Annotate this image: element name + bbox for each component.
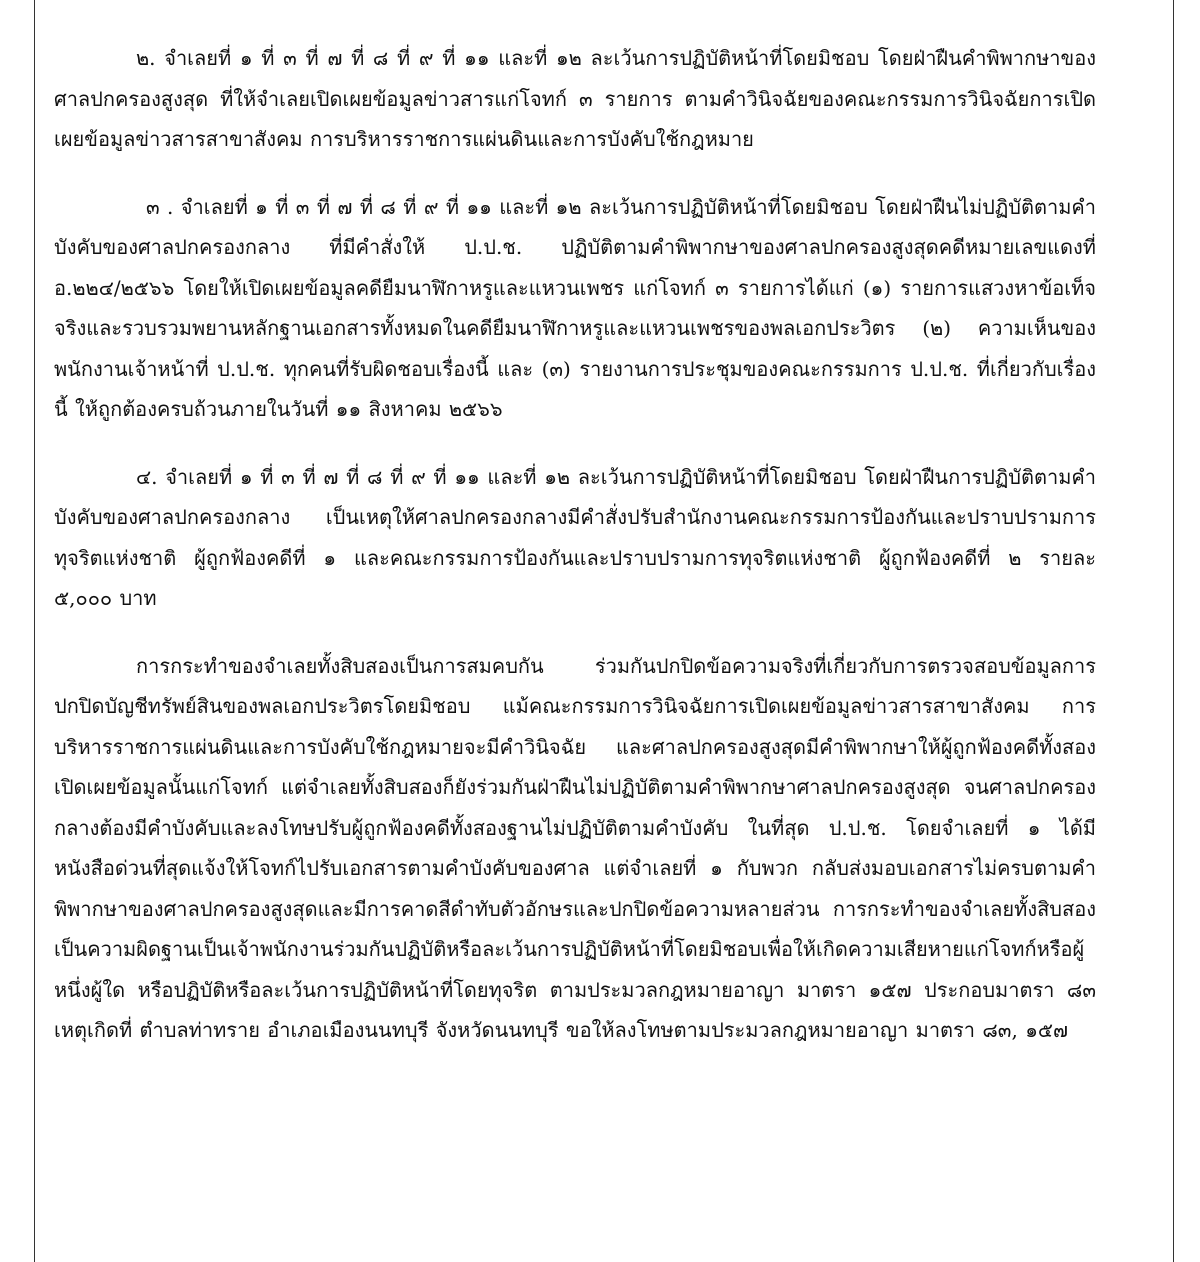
paragraph-item-3: ๓ . จำเลยที่ ๑ ที่ ๓ ที่ ๗ ที่ ๘ ที่ ๙ ที่ ๑๑ และที่ ๑๒ ละเว้นการปฏิบัติหน้าที่โดยมิชอบ โดยฝ่าฝืนไม่ปฏิบัติตามคำบังคับของศาลปกครองกลาง ที่มีคำสั่งให้ ป.ป.ช. ปฏิบัติตามคำพิพากษาของศาลปกครองสูงสุดคดีหมายเลขแดงที่ อ.๒๒๔/๒๕๖๖ โดยให้เปิดเผยข้อมูลคดียืมนาฬิกาหรูและแหวนเพชร แก่โจทก์ ๓ รายการได้แก่ (๑) รายการแสวงหาข้อเท็จจริงและรวบรวมพยานหลักฐานเอกสารทั้งหมดในคดียืมนาฬิกาหรูและแหวนเพชรของพลเอกประวิตร (๒) ความเห็นของพนักงานเจ้าหน้าที่ ป.ป.ช. ทุกคนที่รับผิดชอบเรื่องนี้ และ (๓) รายงานการประชุมของคณะกรรมการ ป.ป.ช. ที่เกี่ยวกับเรื่องนี้ ให้ถูกต้องครบถ้วนภายในวันที่ ๑๑ สิงหาคม ๒๕๖๖ — [54, 194, 1096, 421]
paragraph-item-4: ๔. จำเลยที่ ๑ ที่ ๓ ที่ ๗ ที่ ๘ ที่ ๙ ที่ ๑๑ และที่ ๑๒ ละเว้นการปฏิบัติหน้าที่โดยมิชอบ โดยฝ่าฝืนการปฏิบัติตามคำบังคับของศาลปกครองกลาง เป็นเหตุให้ศาลปกครองกลางมีคำสั่งปรับสำนักงานคณะกรรมการป้องกันและปราบปรามการทุจริตแห่งชาติ ผู้ถูกฟ้องคดีที่ ๑ และคณะกรรมการป้องกันและปราบปรามการทุจริตแห่งชาติ ผู้ถูกฟ้องคดีที่ ๒ รายละ ๕,๐๐๐ บาท — [54, 464, 1096, 610]
paragraph-item-2: ๒. จำเลยที่ ๑ ที่ ๓ ที่ ๗ ที่ ๘ ที่ ๙ ที่ ๑๑ และที่ ๑๒ ละเว้นการปฏิบัติหน้าที่โดยมิชอบ โดยฝ่าฝืนคำพิพากษาของศาลปกครองสูงสุด ที่ให้จำเลยเปิดเผยข้อมูลข่าวสารแก่โจทก์ ๓ รายการ ตามคำวินิจฉัยของคณะกรรมการวินิจฉัยการเปิดเผยข้อมูลข่าวสารสาขาสังคม การบริหารราชการแผ่นดินและการบังคับใช้กฎหมาย — [54, 46, 1096, 151]
paragraph-summary: การกระทำของจำเลยทั้งสิบสองเป็นการสมคบกัน ร่วมกันปกปิดข้อความจริงที่เกี่ยวกับการตรวจสอบข้อมูลการปกปิดบัญชีทรัพย์สินของพลเอกประวิตรโดยมิชอบ แม้คณะกรรมการวินิจฉัยการเปิดเผยข้อมูลข่าวสารสาขาสังคม การบริหารราชการแผ่นดินและการบังคับใช้กฎหมายจะมีคำวินิจฉัย และศาลปกครองสูงสุดมีคำพิพากษาให้ผู้ถูกฟ้องคดีทั้งสองเปิดเผยข้อมูลนั้นแก่โจทก์ แต่จำเลยทั้งสิบสองก็ยังร่วมกันฝ่าฝืนไม่ปฏิบัติตามคำพิพากษาศาลปกครองสูงสุด จนศาลปกครองกลางต้องมีคำบังคับและลงโทษปรับผู้ถูกฟ้องคดีทั้งสองฐานไม่ปฏิบัติตามคำบังคับ ในที่สุด ป.ป.ช. โดยจำเลยที่ ๑ ได้มีหนังสือด่วนที่สุดแจ้งให้โจทก์ไปรับเอกสารตามคำบังคับของศาล แต่จำเลยที่ ๑ กับพวก กลับส่งมอบเอกสารไม่ครบตามคำพิพากษาของศาลปกครองสูงสุดและมีการคาดสีดำทับตัวอักษรและปกปิดข้อความหลายส่วน การกระทำของจำเลยทั้งสิบสองเป็นความผิดฐานเป็นเจ้าพนักงานร่วมกันปฏิบัติหรือละเว้นการปฏิบัติหน้าที่โดยมิชอบเพื่อให้เกิดความเสียหายแก่โจทก์หรือผู้หนึ่งผู้ใด หรือปฏิบัติหรือละเว้นการปฏิบัติหน้าที่โดยทุจริต ตามประมวลกฎหมายอาญา มาตรา ๑๕๗ ประกอบมาตรา ๘๓ เหตุเกิดที่ ตำบลท่าทราย อำเภอเมืองนนทบุรี จังหวัดนนทบุรี ขอให้ลงโทษตามประมวลกฎหมายอาญา มาตรา ๘๓, ๑๕๗ — [54, 653, 1096, 1042]
document-body — [54, 38, 1096, 1051]
